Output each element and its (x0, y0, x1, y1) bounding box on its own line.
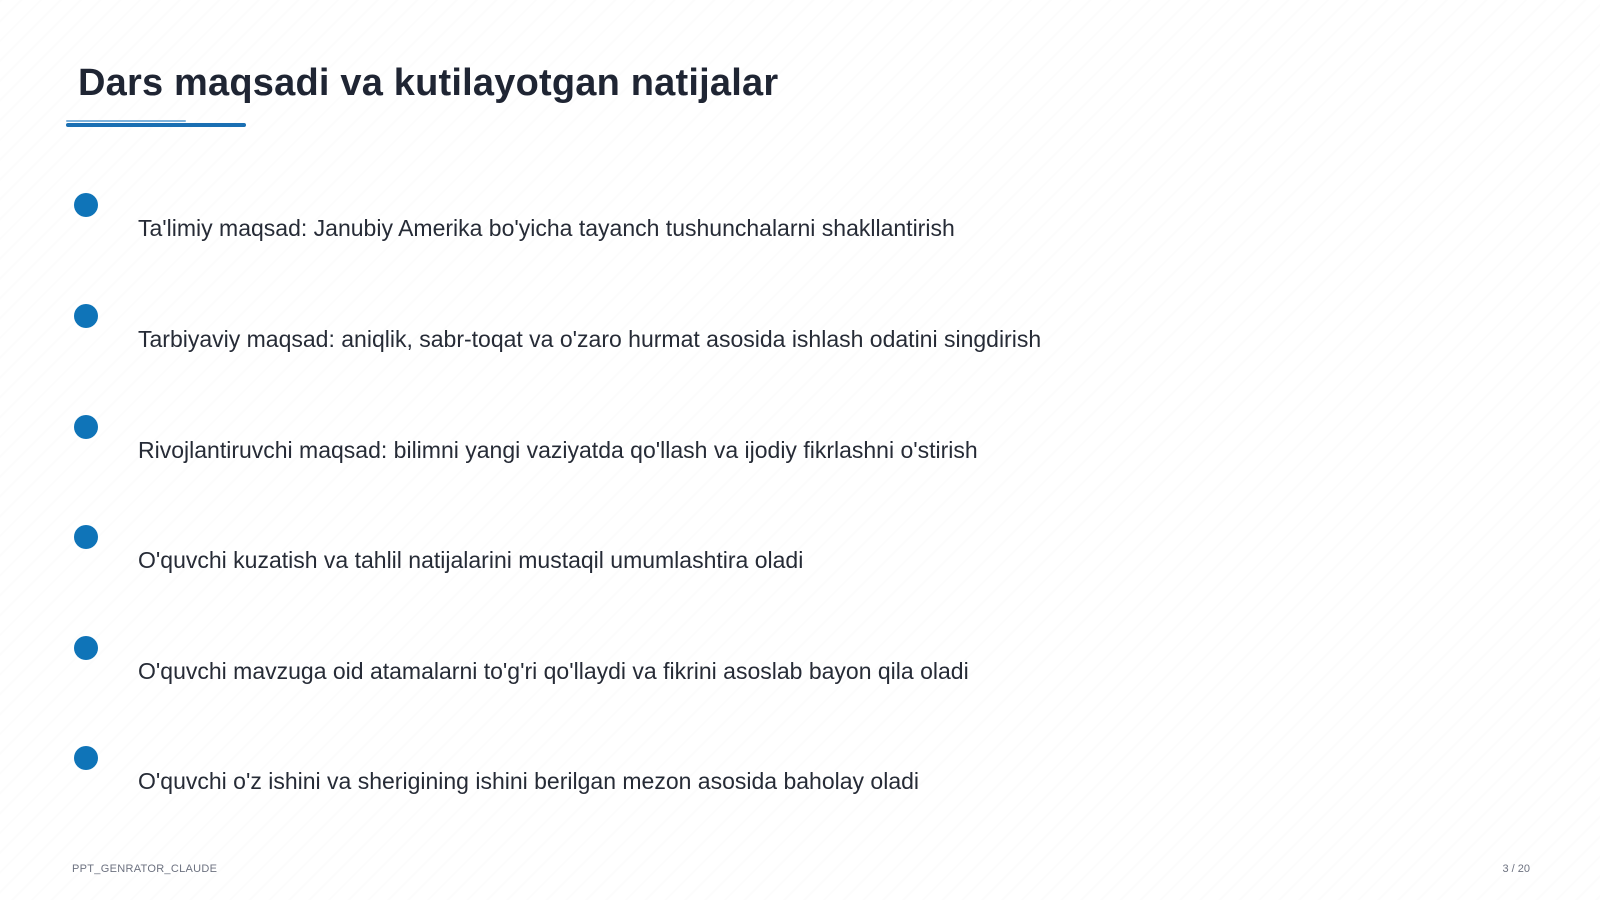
bullet-text: Rivojlantiruvchi maqsad: bilimni yangi vaziyatda qo'llash va ijodiy fikrlashni o'stirish (138, 437, 978, 463)
bullet-text: O'quvchi kuzatish va tahlil natijalarini mustaqil umumlashtira oladi (138, 547, 804, 573)
list-item (74, 415, 1474, 475)
list-item (74, 746, 1474, 806)
list-item (74, 193, 1474, 253)
bullet-dot-icon (74, 304, 98, 328)
bullet-text: Ta'limiy maqsad: Janubiy Amerika bo'yicha tayanch tushunchalarni shakllantirish (138, 215, 955, 241)
list-item (74, 525, 1474, 585)
list-item (74, 636, 1474, 696)
page-number: 3 / 20 (1502, 863, 1530, 875)
bullet-dot-icon (74, 415, 98, 439)
bullet-dot-icon (74, 746, 98, 770)
footer-source: PPT_GENRATOR_CLAUDE (72, 863, 218, 875)
bullet-dot-icon (74, 193, 98, 217)
bullet-text: O'quvchi mavzuga oid atamalarni to'g'ri qo'llaydi va fikrini asoslab bayon qila oladi (138, 658, 969, 684)
bullet-dot-icon (74, 525, 98, 549)
bullet-dot-icon (74, 636, 98, 660)
slide-title: Dars maqsadi va kutilayotgan natijalar (78, 62, 779, 104)
list-item (74, 304, 1474, 364)
bullet-text: O'quvchi o'z ishini va sherigining ishini berilgan mezon asosida baholay oladi (138, 768, 920, 794)
bullet-text: Tarbiyaviy maqsad: aniqlik, sabr-toqat va o'zaro hurmat asosida ishlash odatini singdirish (138, 326, 1042, 352)
